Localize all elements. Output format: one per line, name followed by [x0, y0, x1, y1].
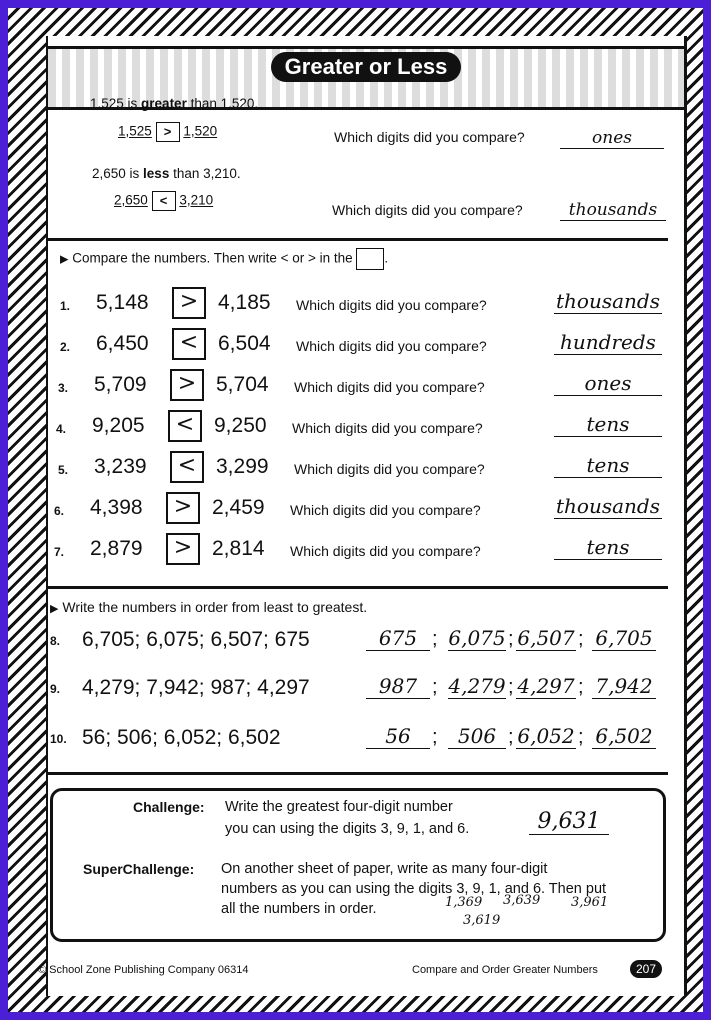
numbers-to-order: 6,705; 6,075; 6,507; 675	[82, 628, 310, 651]
symbol-answer: >	[166, 492, 200, 524]
page-number-badge: 207	[630, 960, 662, 978]
left-number: 5,148	[96, 291, 149, 314]
section-divider-2	[48, 586, 668, 589]
right-number: 9,250	[214, 414, 267, 437]
instruction-compare: ▶ Compare the numbers. Then write < or > in the .	[60, 248, 388, 270]
symbol-box[interactable]	[172, 287, 206, 319]
order-answer-slot[interactable]: 56	[366, 724, 430, 749]
question-text: Which digits did you compare?	[296, 297, 487, 313]
worksheet-page	[38, 36, 687, 996]
problem-number: 8.	[50, 634, 61, 648]
problem-number: 1.	[60, 299, 71, 313]
scribble-4: 3,619	[463, 913, 501, 928]
left-number: 6,450	[96, 332, 149, 355]
super-challenge-text-3: all the numbers in order.	[221, 901, 377, 917]
question-text: Which digits did you compare?	[294, 379, 485, 395]
symbol-box[interactable]	[172, 328, 206, 360]
scribble-2: 3,639	[503, 893, 541, 908]
challenge-box	[50, 788, 666, 942]
order-answer-slot[interactable]: 6,705	[592, 626, 656, 651]
numbers-to-order: 4,279; 7,942; 987; 4,297	[82, 676, 310, 699]
problem-number: 7.	[54, 545, 65, 559]
separator: ;	[432, 628, 438, 650]
left-number: 3,239	[94, 455, 147, 478]
order-answer-slot[interactable]: 6,507	[517, 626, 575, 650]
challenge-text-1: Write the greatest four-digit number	[225, 799, 453, 815]
question-text: Which digits did you compare?	[290, 543, 481, 559]
right-number: 5,704	[216, 373, 269, 396]
answer-line[interactable]: thousands	[554, 289, 662, 314]
separator: ;	[578, 726, 584, 748]
footer-title: Compare and Order Greater Numbers	[412, 964, 598, 976]
example-1-comparison: 1,525 > 1,520	[118, 122, 217, 142]
separator: ;	[508, 628, 514, 650]
empty-box-glyph	[356, 248, 384, 270]
example-2-symbol-box: <	[152, 191, 176, 211]
order-answer-slot[interactable]: 987	[366, 674, 430, 699]
challenge-text-2: you can using the digits 3, 9, 1, and 6.	[225, 821, 470, 837]
problem-number: 4.	[56, 422, 67, 436]
problem-number: 3.	[58, 381, 69, 395]
numbers-to-order: 56; 506; 6,052; 6,502	[82, 726, 281, 749]
instruction-order: ▶ Write the numbers in order from least to greatest.	[50, 599, 368, 615]
order-answer-slot[interactable]: 6,052	[517, 724, 575, 748]
order-answer-slot[interactable]: 675	[366, 626, 430, 651]
scribble-1: 1,369	[445, 895, 483, 910]
separator: ;	[508, 726, 514, 748]
separator: ;	[432, 726, 438, 748]
order-answer-slot[interactable]: 4,279	[448, 674, 506, 698]
separator: ;	[432, 676, 438, 698]
order-answer-slot[interactable]: 6,502	[592, 724, 656, 749]
order-answer-slot[interactable]: 506	[448, 724, 506, 749]
footer-copyright: © School Zone Publishing Company 06314	[38, 964, 249, 976]
example-2-answer: thousands	[560, 200, 666, 221]
symbol-box[interactable]	[166, 492, 200, 524]
challenge-answer: 9,631	[529, 809, 609, 835]
left-number: 5,709	[94, 373, 147, 396]
symbol-box[interactable]	[170, 369, 204, 401]
right-number: 4,185	[218, 291, 271, 314]
super-challenge-label: SuperChallenge:	[83, 861, 195, 877]
question-text: Which digits did you compare?	[292, 420, 483, 436]
problem-number: 9.	[50, 682, 61, 696]
super-challenge-text-2: numbers as you can using the digits 3, 9, 1, and 6. Then put	[221, 881, 607, 897]
left-number: 2,879	[90, 537, 143, 560]
example-2-statement: 2,650 is less than 3,210.	[92, 166, 241, 181]
answer-line[interactable]: tens	[554, 453, 662, 478]
answer-line[interactable]: ones	[554, 371, 662, 396]
separator: ;	[578, 676, 584, 698]
order-answer-slot[interactable]: 6,075	[448, 626, 506, 650]
symbol-box[interactable]	[168, 410, 202, 442]
problem-number: 10.	[50, 732, 67, 746]
problem-number: 6.	[54, 504, 65, 518]
separator: ;	[508, 676, 514, 698]
example-1-symbol-box: >	[156, 122, 180, 142]
section-divider-3	[48, 772, 668, 775]
right-number: 3,299	[216, 455, 269, 478]
right-number: 2,814	[212, 537, 265, 560]
question-text: Which digits did you compare?	[296, 338, 487, 354]
example-1-question: Which digits did you compare?	[334, 129, 525, 145]
super-challenge-text-1: On another sheet of paper, write as many four-digit	[221, 861, 548, 877]
answer-line[interactable]: hundreds	[554, 330, 662, 355]
left-number: 4,398	[90, 496, 143, 519]
symbol-answer: >	[166, 533, 200, 565]
section-divider-1	[48, 238, 668, 241]
left-number: 9,205	[92, 414, 145, 437]
challenge-label: Challenge:	[133, 799, 205, 815]
symbol-answer: >	[172, 287, 206, 319]
order-answer-slot[interactable]: 7,942	[592, 674, 656, 699]
symbol-box[interactable]	[170, 451, 204, 483]
symbol-answer: <	[172, 328, 206, 360]
question-text: Which digits did you compare?	[294, 461, 485, 477]
page-title: Greater or Less	[48, 52, 684, 82]
example-2-comparison: 2,650 < 3,210	[114, 191, 213, 211]
symbol-answer: >	[170, 369, 204, 401]
scribble-3: 3,961	[571, 895, 609, 910]
right-number: 2,459	[212, 496, 265, 519]
separator: ;	[578, 628, 584, 650]
symbol-answer: <	[168, 410, 202, 442]
example-1-statement: 1,525 is greater than 1,520.	[90, 96, 259, 111]
example-1-answer: ones	[560, 128, 664, 149]
problem-number: 5.	[58, 463, 69, 477]
right-number: 6,504	[218, 332, 271, 355]
problem-number: 2.	[60, 340, 71, 354]
example-2-question: Which digits did you compare?	[332, 202, 523, 218]
symbol-box[interactable]	[166, 533, 200, 565]
answer-line[interactable]: tens	[554, 412, 662, 437]
answer-line[interactable]: tens	[554, 535, 662, 560]
question-text: Which digits did you compare?	[290, 502, 481, 518]
order-answer-slot[interactable]: 4,297	[517, 674, 575, 698]
answer-line[interactable]: thousands	[554, 494, 662, 519]
symbol-answer: <	[170, 451, 204, 483]
